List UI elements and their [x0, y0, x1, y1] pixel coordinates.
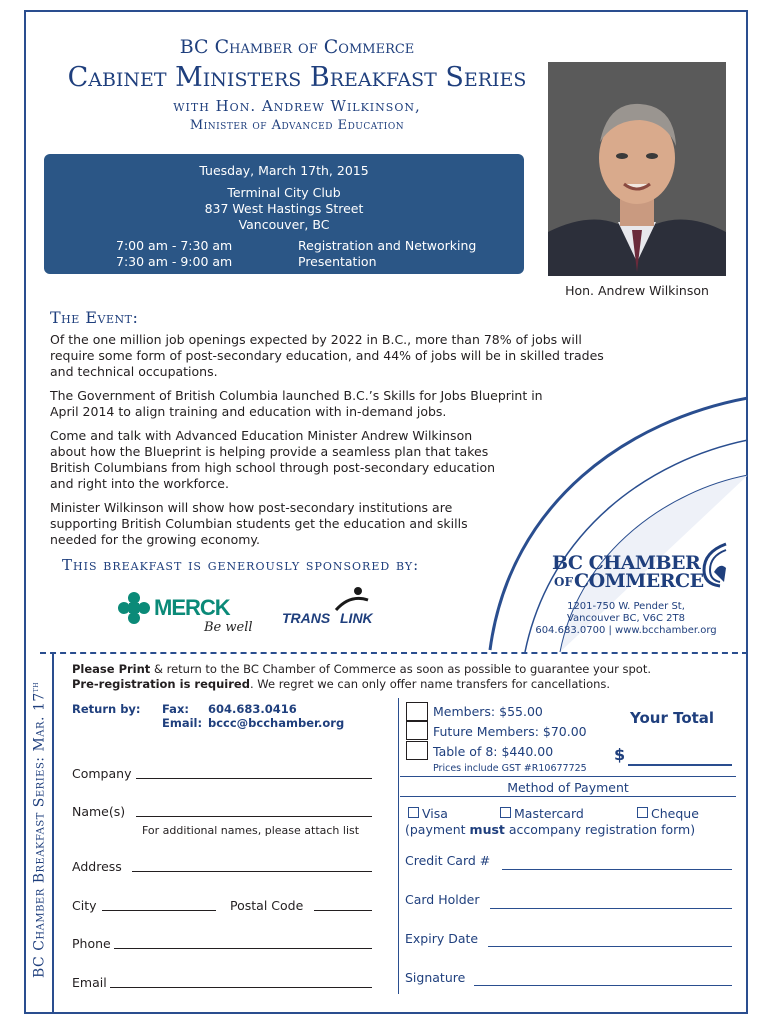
postal-code-field[interactable] [314, 910, 372, 911]
email-value: bccc@bcchamber.org [208, 716, 345, 730]
payment-note-a: (payment [405, 822, 470, 837]
intro-text-1: & return to the BC Chamber of Commerce as soon as possible to guarantee your spot. [150, 662, 652, 676]
members-checkbox[interactable] [406, 702, 428, 721]
event-venue: Terminal City Club [227, 185, 341, 200]
event-paragraph: The Government of British Columbia launched B.C.’s Skills for Jobs Blueprint in April 2014 to align training and education with in-demand jobs. [50, 388, 543, 419]
names-note: For additional names, please attach list [142, 824, 360, 837]
event-paragraph: Of the one million job openings expected by 2022 in B.C., more than 78% of jobs will require some form of post-secondary education, and 44% of jobs will be in skilled trades and technical occupations. [50, 332, 604, 379]
chamber-logo-line1: BC CHAMBER [552, 552, 701, 574]
credit-card-label: Credit Card # [405, 853, 491, 868]
chamber-address-1: 1201-750 W. Pender St, [567, 601, 685, 612]
address-field[interactable] [132, 871, 372, 872]
series-title: Cabinet Ministers Breakfast Series [67, 62, 527, 93]
names-field[interactable] [136, 816, 372, 817]
signature-field[interactable] [474, 985, 732, 986]
schedule-item-2: Presentation [298, 254, 377, 269]
chamber-emblem-icon [700, 542, 730, 588]
event-description [50, 332, 606, 548]
total-field[interactable] [628, 764, 732, 766]
sponsors-heading: This breakfast is generously sponsored by: [62, 556, 420, 574]
phone-label: Phone [72, 936, 111, 951]
chamber-address-2: Vancouver BC, V6C 2T8 [566, 613, 686, 624]
payment-note-must: must [469, 822, 505, 837]
cheque-option[interactable] [637, 806, 699, 821]
return-by-label: Return by: [72, 702, 141, 716]
your-total-label: Your Total [630, 709, 715, 727]
table-checkbox[interactable] [406, 741, 428, 760]
postal-code-label: Postal Code [230, 898, 304, 913]
schedule-time-2: 7:30 am - 9:00 am [116, 254, 233, 269]
city-field[interactable] [102, 910, 216, 911]
city-label: City [72, 898, 97, 913]
portrait-image [548, 62, 726, 276]
dollar-sign: $ [614, 745, 626, 764]
chamber-address-block [520, 601, 732, 637]
address-label: Address [72, 859, 122, 874]
company-label: Company [72, 766, 132, 781]
card-holder-label: Card Holder [405, 892, 480, 907]
gst-note: Prices include GST #R10677725 [433, 763, 587, 774]
cheque-label: Cheque [651, 806, 699, 821]
chamber-logo-line2: COMMERCE [574, 570, 704, 592]
signature-label: Signature [405, 970, 466, 985]
please-print-label: Please Print [72, 662, 151, 676]
email-label: Email: [162, 716, 203, 730]
side-series-sup: th [31, 681, 41, 693]
chamber-contact: 604.683.0700 | www.bcchamber.org [535, 625, 717, 636]
cut-line [40, 652, 748, 654]
translink-logo [282, 586, 392, 630]
guest-line: with Hon. Andrew Wilkinson, [173, 97, 421, 115]
fax-value: 604.683.0416 [208, 702, 297, 716]
schedule-item-1: Registration and Networking [298, 238, 477, 253]
event-paragraph: Minister Wilkinson will show how post-secondary institutions are supporting British Columbian students get the education and skills needed for the growing economy. [50, 500, 468, 547]
side-series-label [31, 655, 51, 1005]
form-intro-line-2 [72, 677, 742, 692]
expiry-field[interactable] [488, 946, 732, 947]
email-field-label: Email [72, 975, 107, 990]
guest-role: Minister of Advanced Education [189, 118, 405, 133]
side-series-text: BC Chamber Breakfast Series: Mar. 17 [31, 692, 48, 979]
merck-mark-icon [118, 592, 150, 624]
the-event-heading: The Event: [50, 308, 139, 327]
schedule-time-1: 7:00 am - 7:30 am [116, 238, 233, 253]
translink-wordmark-b: LINK [340, 610, 373, 626]
side-rule [52, 652, 54, 1014]
translink-figure-icon [332, 586, 372, 612]
future-members-checkbox[interactable] [406, 721, 428, 740]
mastercard-label: Mastercard [514, 806, 584, 821]
phone-field[interactable] [114, 948, 372, 949]
cheque-checkbox[interactable] [637, 807, 648, 818]
names-label: Name(s) [72, 804, 126, 819]
email-field[interactable] [110, 987, 372, 988]
method-divider-bottom [400, 796, 736, 797]
price-future-members: Future Members: $70.00 [433, 724, 587, 739]
event-info-box [44, 154, 524, 274]
mastercard-checkbox[interactable] [500, 807, 511, 818]
payment-note-c: accompany registration form) [504, 822, 696, 837]
merck-wordmark: MERCK [154, 595, 230, 620]
fax-label: Fax: [162, 702, 189, 716]
method-heading: Method of Payment [507, 780, 629, 795]
event-street: 837 West Hastings Street [204, 201, 364, 216]
company-field[interactable] [136, 778, 372, 779]
credit-card-field[interactable] [502, 869, 732, 870]
translink-wordmark-a: TRANS [282, 610, 331, 626]
merck-tagline: Be well [204, 620, 253, 635]
card-holder-field[interactable] [490, 908, 732, 909]
org-title: BC Chamber of Commerce [179, 36, 415, 58]
chamber-logo-of: OF [554, 575, 573, 589]
expiry-label: Expiry Date [405, 931, 479, 946]
payment-note [405, 822, 695, 837]
visa-checkbox[interactable] [408, 807, 419, 818]
merck-logo [118, 590, 258, 636]
form-intro [72, 662, 742, 692]
form-intro-line-1 [72, 662, 742, 677]
form-column-divider [398, 698, 399, 994]
preregistration-label: Pre-registration is required [72, 677, 250, 691]
minister-photo [548, 62, 726, 276]
visa-label: Visa [422, 806, 448, 821]
price-table: Table of 8: $440.00 [433, 744, 554, 759]
mastercard-option[interactable] [500, 806, 584, 821]
event-city: Vancouver, BC [238, 217, 330, 232]
price-members: Members: $55.00 [433, 704, 543, 719]
intro-text-2: . We regret we can only offer name transfers for cancellations. [249, 677, 611, 691]
event-paragraph: Come and talk with Advanced Education Minister Andrew Wilkinson about how the Blueprint is helping provide a seamless plan that takes British Columbians from high school through post-secondary education and right into the workforce. [50, 428, 496, 491]
event-date: Tuesday, March 17th, 2015 [199, 163, 369, 178]
photo-caption: Hon. Andrew Wilkinson [565, 283, 709, 298]
method-divider-top [400, 776, 736, 777]
visa-option[interactable] [408, 806, 448, 821]
